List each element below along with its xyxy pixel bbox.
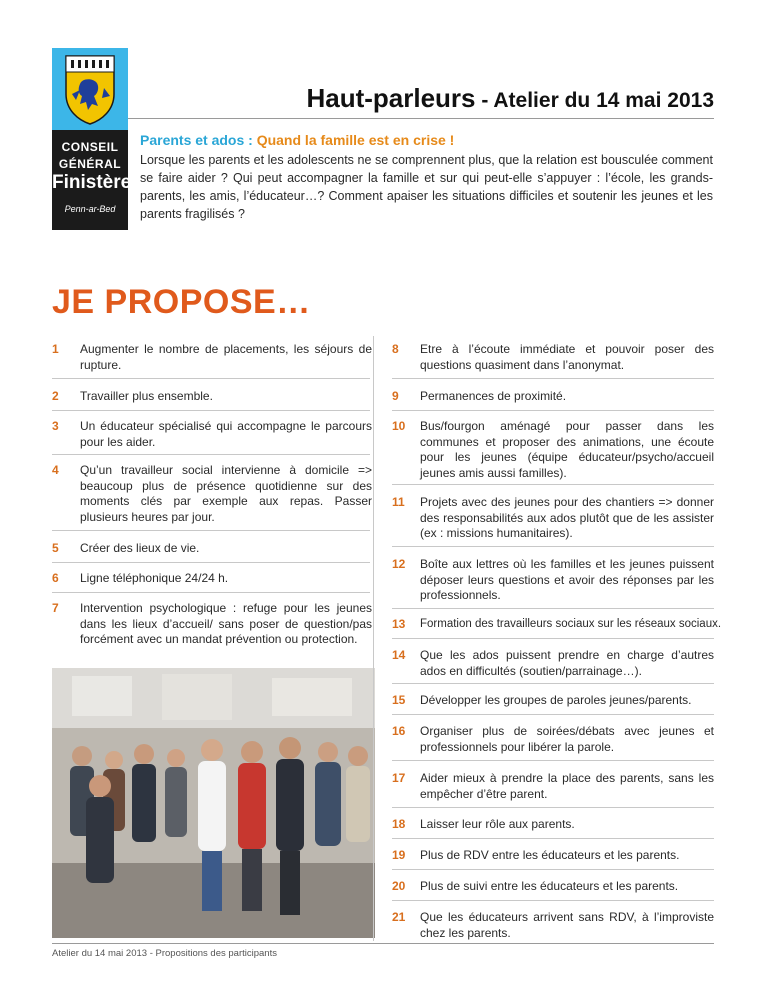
- proposal-text: Travailler plus ensemble.: [80, 389, 213, 403]
- divider: [392, 378, 714, 379]
- coat-of-arms: [52, 48, 128, 130]
- divider: [392, 683, 714, 684]
- divider: [392, 900, 714, 901]
- divider: [392, 838, 714, 839]
- proposal-number: 3: [52, 419, 59, 433]
- proposal-text: Plus de suivi entre les éducateurs et les parents.: [420, 879, 679, 893]
- proposal-number: 13: [392, 617, 406, 631]
- divider: [392, 638, 714, 639]
- column-separator: [373, 336, 374, 941]
- workshop-photo: [52, 668, 375, 938]
- proposal-text: Ligne téléphonique 24/24 h.: [80, 571, 229, 585]
- proposal-number: 9: [392, 389, 399, 403]
- proposal-text: Qu’un travailleur social intervienne à domicile => beaucoup plus de présence quotidienne sur des moments clés par exemple aux repas. Passer plusieurs heures par jour.: [80, 463, 372, 524]
- divider: [52, 562, 370, 563]
- page-footer: Atelier du 14 mai 2013 - Propositions des participants: [52, 948, 277, 959]
- proposal-text: Plus de RDV entre les éducateurs et les parents.: [420, 848, 680, 862]
- title-sub: - Atelier du 14 mai 2013: [475, 89, 714, 112]
- proposal-number: 14: [392, 648, 406, 662]
- proposal-number: 4: [52, 463, 59, 477]
- header-rule: [128, 118, 714, 119]
- divider: [392, 546, 714, 547]
- proposal-text: Laisser leur rôle aux parents.: [420, 817, 575, 831]
- proposal-number: 12: [392, 557, 406, 571]
- divider: [52, 530, 370, 531]
- conseil-general-logo: [52, 48, 132, 230]
- proposal-number: 5: [52, 541, 59, 555]
- proposal-text: Bus/fourgon aménagé pour passer dans les communes et proposer des animations, une écoute pour les jeunes (équipe éducateur/psycho/accueil jeunes amis aussi familles).: [420, 419, 714, 480]
- section-heading: JE PROPOSE…: [52, 283, 311, 321]
- proposal-text: Aider mieux à prendre la place des parents, sans les empêcher d’être parent.: [420, 771, 714, 801]
- proposal-number: 1: [52, 342, 59, 356]
- proposal-number: 7: [52, 601, 59, 615]
- proposal-text: Intervention psychologique : refuge pour les jeunes dans les lieux d’accueil/ sans poser de question/pas forcément avec un mandat prévention ou protection.: [80, 601, 372, 646]
- proposal-text: Organiser plus de soirées/débats avec jeunes et professionnels pour libérer la parole.: [420, 724, 714, 754]
- divider: [392, 807, 714, 808]
- coat-of-arms-icon: [52, 48, 128, 130]
- divider: [52, 454, 370, 455]
- proposal-text: Créer des lieux de vie.: [80, 541, 200, 555]
- proposal-number: 6: [52, 571, 59, 585]
- proposal-text: Permanences de proximité.: [420, 389, 567, 403]
- intro-heading-subtitle: Quand la famille est en crise !: [256, 132, 455, 148]
- logo-line-4: Penn-ar-Bed: [64, 204, 116, 214]
- intro-heading-topic: Parents et ados :: [140, 132, 257, 148]
- divider: [392, 869, 714, 870]
- logo-line-3: Finistère: [52, 172, 132, 193]
- title-main: Haut-parleurs: [306, 83, 476, 113]
- proposal-number: 11: [392, 495, 405, 509]
- divider: [392, 608, 714, 609]
- logo-line-1: CONSEIL: [61, 140, 119, 154]
- divider: [52, 592, 370, 593]
- proposal-number: 21: [392, 910, 406, 924]
- proposal-text: Formation des travailleurs sociaux sur les réseaux sociaux.: [420, 618, 722, 630]
- page-title: [306, 83, 714, 114]
- proposal-number: 10: [392, 419, 406, 433]
- proposal-number: 18: [392, 817, 406, 831]
- divider: [52, 378, 370, 379]
- proposal-text: Etre à l’écoute immédiate et pouvoir poser des questions quasiment dans l’anonymat.: [420, 342, 714, 372]
- proposal-text: Boîte aux lettres où les familles et les jeunes puissent déposer leurs questions et avoir des réponses par les professionnels.: [420, 557, 714, 602]
- logo-text-block: [52, 130, 132, 230]
- proposal-text: Développer les groupes de paroles jeunes/parents.: [420, 693, 692, 707]
- proposal-text: Que les éducateurs arrivent sans RDV, à l’improviste chez les parents.: [420, 910, 714, 940]
- divider: [392, 410, 714, 411]
- proposal-number: 15: [392, 693, 406, 707]
- divider: [392, 484, 714, 485]
- proposal-text: Un éducateur spécialisé qui accompagne le parcours pour les aider.: [80, 419, 372, 449]
- intro-heading: [140, 132, 454, 148]
- proposal-text: Que les ados puissent prendre en charge d’autres ados en difficultés (soutien/parrainage…).: [420, 648, 714, 678]
- footer-rule: [52, 943, 714, 944]
- divider: [392, 714, 714, 715]
- divider: [392, 760, 714, 761]
- proposal-number: 2: [52, 389, 59, 403]
- logo-line-2: GÉNÉRAL: [58, 157, 122, 171]
- divider: [52, 410, 370, 411]
- proposal-number: 17: [392, 771, 406, 785]
- proposal-text: Projets avec des jeunes pour des chantiers => donner des responsabilités aux ados plutôt que de les assister (ex : missions humanitaires).: [420, 495, 714, 540]
- intro-paragraph: Lorsque les parents et les adolescents ne se comprennent plus, que la relation est bousculée comment se faire aider ? Qui peut accompagner la famille et sur qui peut-elle s’appuyer : l’école, les grands-parents, les amis, l’éducateur…? Comment apaiser les situations difficiles et soutenir les jeunes et les parents fragilisés ?: [140, 153, 713, 221]
- workshop-photo-image: [52, 668, 375, 938]
- proposal-number: 16: [392, 724, 406, 738]
- proposal-text: Augmenter le nombre de placements, les séjours de rupture.: [80, 342, 372, 372]
- proposal-number: 19: [392, 848, 406, 862]
- proposal-number: 20: [392, 879, 406, 893]
- proposal-number: 8: [392, 342, 399, 356]
